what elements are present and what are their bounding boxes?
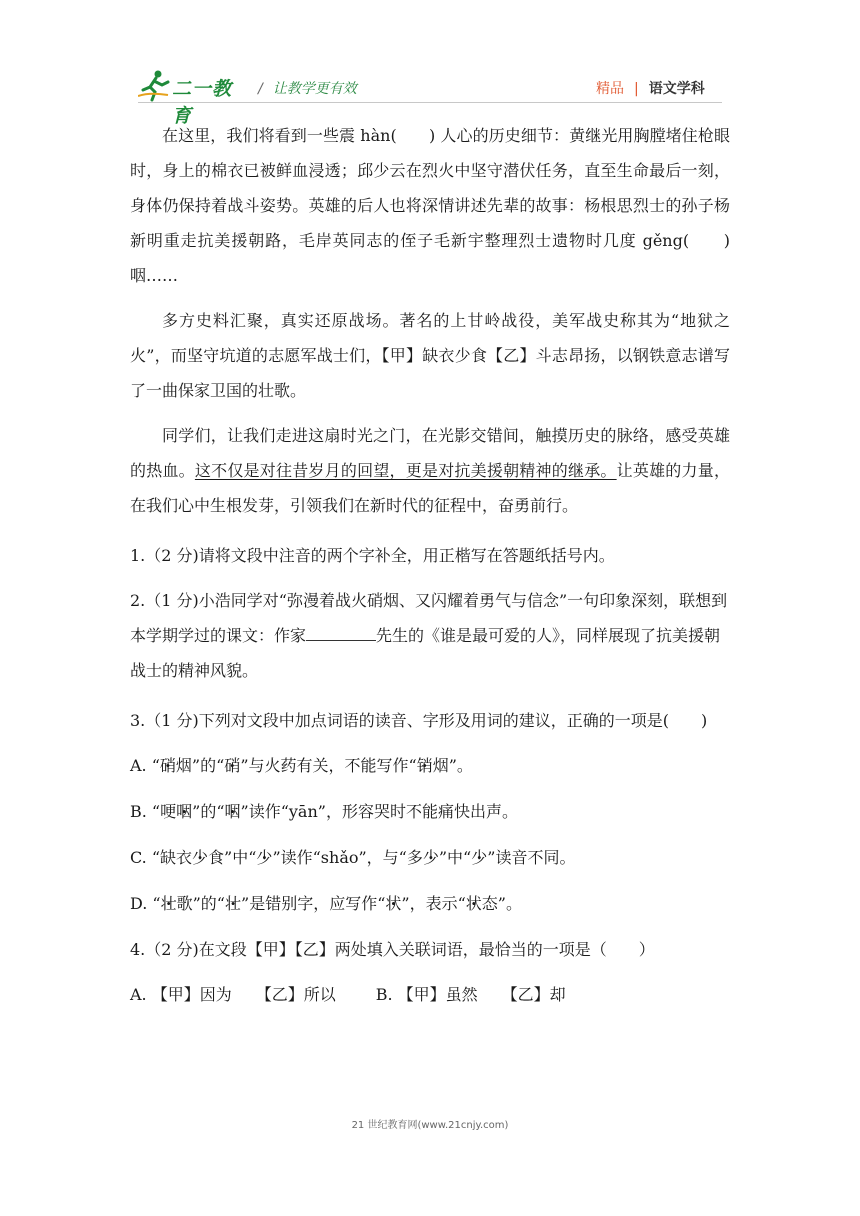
question-4-option-b: B. 【甲】虽然 【乙】却 — [375, 985, 566, 1004]
dotted-char: 咽 · — [225, 802, 241, 821]
slogan — [258, 78, 357, 98]
slogan-slash: / — [258, 81, 263, 97]
page-footer: 21 世纪教育网(www.21cnjy.com) — [351, 1120, 509, 1131]
opt-c-text: C. “缺衣 — [130, 848, 193, 867]
header-divider — [138, 102, 722, 103]
paragraph-3-part2: 让英雄的力量，在我们心中生根发芽，引领我们在新时代的征程中，奋勇前行。 — [130, 461, 730, 515]
dotted-char: 少 · — [423, 848, 439, 867]
dotted-char: 少 · — [256, 848, 272, 867]
opt-c-text: 食”中“ — [208, 848, 257, 867]
page-header — [0, 0, 860, 127]
opt-b-text: B. “哽 — [130, 802, 177, 821]
opt-a-text: A. “ — [130, 756, 160, 775]
opt-c-text: ”读音不同。 — [487, 848, 576, 867]
answer-blank[interactable] — [306, 626, 376, 641]
logo-text: 二一教育 — [172, 78, 233, 127]
paragraph-3-underlined: 这不仅是对往昔岁月的回望，更是对抗美援朝精神的继承。 — [194, 461, 617, 480]
opt-a-text: 烟”的“ — [175, 756, 225, 775]
dotted-char: 少 · — [471, 848, 487, 867]
question-4-options — [130, 972, 730, 1018]
dotted-char: 壮 · — [161, 894, 177, 913]
question-3-option-a — [130, 743, 730, 789]
logo — [138, 68, 248, 127]
question-3-option-c — [130, 835, 730, 881]
question-4: 4.（2 分)在文段【甲】【乙】两处填入关联词语，最恰当的一项是（ ） — [130, 940, 655, 959]
opt-d-text: 歌”的“ — [176, 894, 225, 913]
paragraph-3-part1: 同学们，让我们走进这扇时光之门，在光影交错间，触摸历史的脉络，感受英雄的热血。 — [130, 426, 730, 480]
dotted-char: 硝 · — [224, 756, 240, 775]
quality-tag: 精品 — [596, 81, 624, 97]
question-2-text-a: 2.（1 分)小浩同学对“弥漫着战火硝烟、又闪耀着勇气与信念”一句印象深刻，联想到本学期学过的课文：作家 — [130, 591, 728, 645]
opt-d-text: ”，表示“ — [401, 894, 466, 913]
opt-b-text: ”读作“yān”，形容哭时不能痛快出声。 — [240, 802, 518, 821]
question-3: 3.（1 分)下列对文段中加点词语的读音、字形及用词的建议，正确的一项是( ) — [130, 711, 708, 730]
paragraph-2: 多方史料汇聚，真实还原战场。著名的上甘岭战役，美军战史称其为“地狱之火”，而坚守坑道的志愿军战士们，【甲】缺衣少食【乙】斗志昂扬，以钢铁意志谱写了一曲保家卫国的壮歌。 — [130, 311, 730, 400]
dotted-char: 少 · — [192, 848, 208, 867]
dotted-char: 销 · — [417, 756, 433, 775]
header-right — [596, 78, 705, 98]
opt-d-text: 态”。 — [481, 894, 522, 913]
dotted-char: 咽 · — [176, 802, 192, 821]
question-1: 1.（2 分)请将文段中注音的两个字补全，用正楷写在答题纸括号内。 — [130, 546, 615, 565]
dotted-char: 壮 · — [225, 894, 241, 913]
question-2-text-b: 先生的《谁是最可爱的人》，同样展现了抗美援朝战士的精神风貌。 — [130, 626, 721, 680]
question-3-option-d — [130, 881, 730, 927]
opt-c-text: ”中“ — [438, 848, 472, 867]
paragraph-1: 在这里，我们将看到一些震 hàn( ) 人心的历史细节：黄继光用胸膛堵住枪眼时，身上的棉衣已被鲜血浸透；邱少云在烈火中坚守潜伏任务，直至生命最后一刻，身体仍保持着战斗姿势。英雄的后人也将深情讲述先辈的故事：杨根思烈士的孙子杨新明重走抗美援朝路，毛岸英同志的侄子毛新宇整理烈士遗物时几度 gěng( )咽…… — [130, 126, 730, 285]
opt-b-text: ”的“ — [192, 802, 225, 821]
opt-d-text: ”是错别字，应写作“ — [241, 894, 386, 913]
main-content — [130, 118, 730, 1018]
opt-c-text: ”读作“shǎo”，与“多 — [272, 848, 423, 867]
opt-d-text: D. “ — [130, 894, 161, 913]
question-3-option-b — [130, 789, 730, 835]
opt-a-text: ”与火药有关，不能写作“ — [240, 756, 417, 775]
opt-a-text: 烟”。 — [432, 756, 473, 775]
header-separator: | — [634, 81, 639, 97]
question-2 — [130, 583, 730, 688]
dotted-char: 硝 · — [160, 756, 176, 775]
question-4-option-a: A. 【甲】因为 【乙】所以 — [130, 985, 336, 1004]
paragraph-3 — [130, 418, 730, 523]
dotted-char: 状 · — [466, 894, 482, 913]
slogan-text: 让教学更有效 — [272, 81, 357, 97]
subject-label: 语文学科 — [648, 81, 705, 97]
dotted-char: 状 · — [385, 894, 401, 913]
runner-logo-icon — [138, 68, 172, 102]
